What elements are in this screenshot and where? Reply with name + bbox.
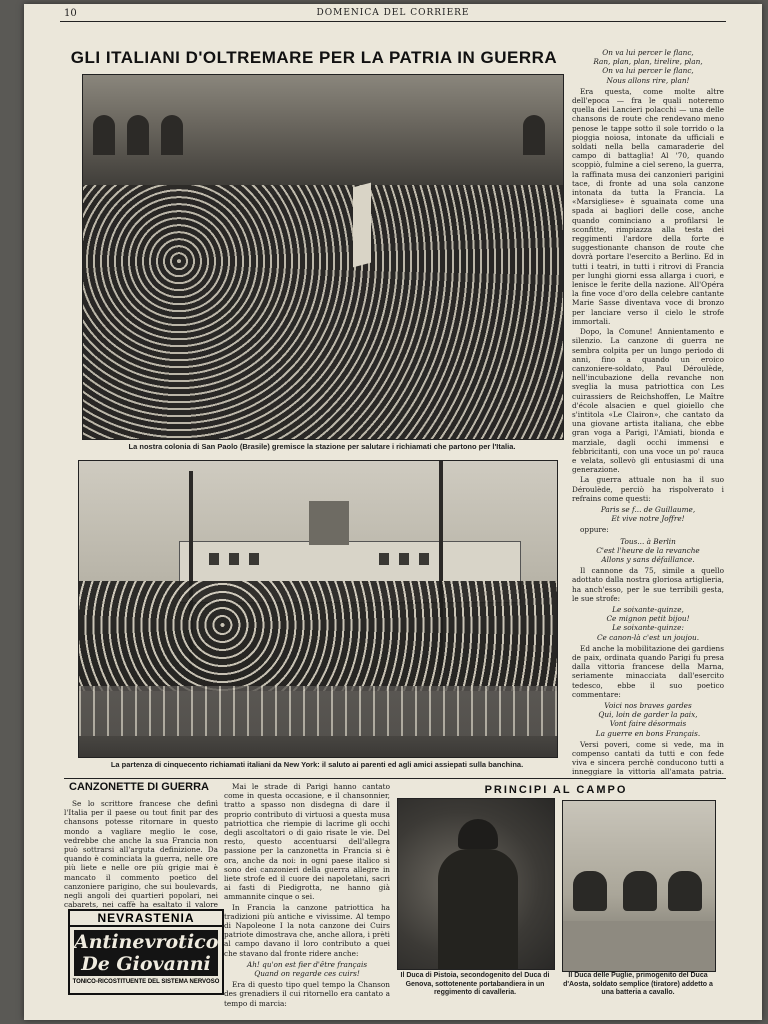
paragraph: Mai le strade di Parigi hanno cantato come in questa occasione, e il chansonnier, tratto a spasso non disdegna di dare il proprio contributo di virtuosi a questa musa patriottica che riempie di lacrime gli occhi degli ascoltatori o di gaio risate le vie. Del resto, questo accentuarsi dell'allegra passione per la canzonetta in Francia si è ora, anche da noi: in ogni paese italico si sono dei canzonieri della guerra allegre in liete strofe ed il cuore dei napoletani, sacri ai fasti di Piedigrotta, ne hanno già ammannite cinque o sei. xyxy=(224,782,390,902)
officer-figure xyxy=(438,849,518,969)
paragraph: Era di questo tipo quel tempo la Chanson des grenadiers il cui ritornello era cantato a tempo di marcia: xyxy=(224,980,390,1008)
headline: GLI ITALIANI D'OLTREMARE PER LA PATRIA IN GUERRA xyxy=(70,48,558,67)
photo-new-york-departure xyxy=(78,460,558,758)
ship-window xyxy=(399,553,409,565)
newspaper-page xyxy=(24,4,762,1020)
station-window xyxy=(523,115,545,155)
verse: Le soixante-quinze, Ce mignon petit bijou! Le soixante-quinze: Ce canon-là c'est un joujou. xyxy=(596,604,700,642)
station-window xyxy=(127,115,149,155)
paragraph: oppure: xyxy=(580,525,609,535)
ship-window xyxy=(419,553,429,565)
crowd-on-deck xyxy=(79,581,557,691)
ship-rail xyxy=(79,686,557,736)
canzonette-column-b xyxy=(224,782,390,1014)
paragraph: Se lo scrittore francese che definì l'Italia per il paese ou tout finit par des chansons potesse ritornare in questo mondo a vagliare meglio le cose, vedrebbe che anche la sua Francia non può sottrarsi all'arguta definizione. Da quando è cominciata la guerra, nelle ore più liete e nelle ore più grigie mai è mancato il commento poetico del canzoniere parigino, che sui boulevards, negli angoli dei quartieri popolari, nei cabarets, nei caffè ha esaltato il valore xyxy=(64,799,218,909)
helmet-icon xyxy=(458,819,498,849)
ad-headline: NEVRASTENIA xyxy=(70,911,222,927)
running-title: DOMENICA DEL CORRIERE xyxy=(316,8,470,18)
station-window xyxy=(93,115,115,155)
photo-duca-pistoia xyxy=(397,798,555,970)
photo1-caption: La nostra colonia di San Paolo (Brasile) gremisce la stazione per salutare i richiamati che partono per l'Italia. xyxy=(128,442,516,451)
crowd xyxy=(83,185,563,439)
paragraph: Dopo, la Comune! Annientamento e silenzio. La canzone di guerra ne sembra colpita per un lungo periodo di anni, fino a quando un eroico canzoniere-soldato, Paul Déroulède, nell'incubazione della revanche non sveglia la musa patriottica con Les cuirassiers de Reichshoffen, Le Maître d'école alsacien e quel gioiello che s'intitola «Le Clairon», che cantato da una giovane artista italiana, che ebbe gran voga a Parigi, l'Amiati, bionda e marziale, dagli occhi immensi e febbricitanti, con una voce un po' rauca e velata, sollevò gli entusiasmi di una generazione. xyxy=(572,327,724,475)
ship-window xyxy=(229,553,239,565)
station-roof xyxy=(83,75,563,195)
section-rule xyxy=(64,778,726,779)
photo-san-paolo-station xyxy=(82,74,564,440)
horse-rider xyxy=(573,871,607,911)
paragraph: Versi poveri, come si vede, ma in compenso cantati da tutti e con fede viva e sincera perchè conducono tutti a inneggiare la vittoria all'amata patria. xyxy=(572,739,724,776)
station-window xyxy=(161,115,183,155)
horse-rider xyxy=(668,871,702,911)
photo2-caption: La partenza di cinquecento richiamati italiani da New York: il saluto ai parenti ed agli amici assiepati sulla banchina. xyxy=(110,760,524,769)
paragraph: In Francia la canzone patriottica ha tradizioni più antiche e vivissime. Al tempo di Napoleone I la nota canzone dei Cuirs patriote dimostrava che, anche allora, i prèti al campo davano il loro contributo a quei che stavano dal fronte ridere anche: xyxy=(224,902,390,958)
paragraph: Ed anche la mobilitazione dei gardiens de paix, ordinata quando Parigi fu presa dalla vittoria francese della Marna, seriamente minacciata dall'esercito tedesco, ebbe il suo poetico commentare: xyxy=(572,643,724,699)
right-column-article xyxy=(572,46,724,776)
flag xyxy=(353,183,371,268)
verse: Tous... à Berlin C'est l'heure de la revanche Allons y sans défaillance. xyxy=(596,536,700,564)
canzonette-column-a xyxy=(64,799,218,909)
photo3-caption: Il Duca di Pistoia, secondogenito del Duca di Genova, sottotenente portabandiera in un reggimento di cavalleria. xyxy=(400,972,550,996)
page-number: 10 xyxy=(64,8,77,19)
paragraph: La guerra attuale non ha il suo Déroulède, perciò ha rispolverato i refrains come questi: xyxy=(572,475,724,503)
ad-brand: Antinevrotico De Giovanni xyxy=(74,931,219,975)
ship-window xyxy=(249,553,259,565)
verse: Voici nos braves gardes Qui, loin de garder la paix, Vont faire désormais La guerre en bons Français. xyxy=(595,701,701,738)
advertisement-antinevrotico xyxy=(68,909,224,995)
principi-title: PRINCIPI AL CAMPO xyxy=(484,784,628,796)
ship-funnel xyxy=(309,501,349,545)
verse: Ah! qu'on est fier d'être français Quand on regarde ces cuirs! xyxy=(246,959,368,979)
paragraph: Il cannone da 75, simile a quello adottato dalla nostra gloriosa artiglieria, ha anch'esso, per le sue terribili gesta, le sue strofe: xyxy=(572,566,724,603)
field xyxy=(563,921,715,971)
canzonette-title: CANZONETTE DI GUERRA xyxy=(69,781,209,793)
paragraph: Era questa, come molte altre dell'epoca — fra le quali noteremo quella dei Lancieri polacchi — una delle chansons de route che rendevano meno penose le tappe sotto il sole torrido o la pioggia noiosa, intonate da ufficiali e soldati nella bella camaraderie del campo di battaglia! Al '70, quando scoppiò, fulmine a ciel sereno, la guerra, la raffinata musa dei canzonieri parigini tace, di fronte ad una sola canzone intonata da tutta la Francia. La «Marsigliese» è sguainata come una spada ai bagliori delle cose, anche quando cominciano a profilarsi le sconfitte, rimpiazza alla testa dei reggimenti l'ardore della forte e suggestionante chanson de route che dovrà portare l'esercito a Berlino. Ed in tutti i teatri, in tutti i ritrovi di Francia per lunghi giorni essa allarga i cuori, e lenisce le ferite della nazione. All'Opéra la fine voce d'oro della celebre cantante Marie Sasse diventava voce di bronzo per lanciare verso il cielo le strofe immortali. xyxy=(572,86,724,326)
photo-duca-puglie xyxy=(562,800,716,972)
horse-rider xyxy=(623,871,657,911)
header-rule xyxy=(60,21,726,22)
verse: On va lui percer le flanc, Ran, plan, plan, tirelire, plan, On va lui percer le flanc, Nous allons rire, plan! xyxy=(593,48,703,85)
verse: Paris se f... de Guillaume, Et vive notre Joffre! xyxy=(600,504,696,524)
ship-window xyxy=(379,553,389,565)
photo4-caption: Il Duca delle Puglie, primogenito del Duca d'Aosta, soldato semplice (tiratore) addetto a una batteria a cavallo. xyxy=(563,972,713,996)
ship-window xyxy=(209,553,219,565)
ad-subtitle: TONICO-RICOSTITUENTE DEL SISTEMA NERVOSO xyxy=(72,979,220,985)
